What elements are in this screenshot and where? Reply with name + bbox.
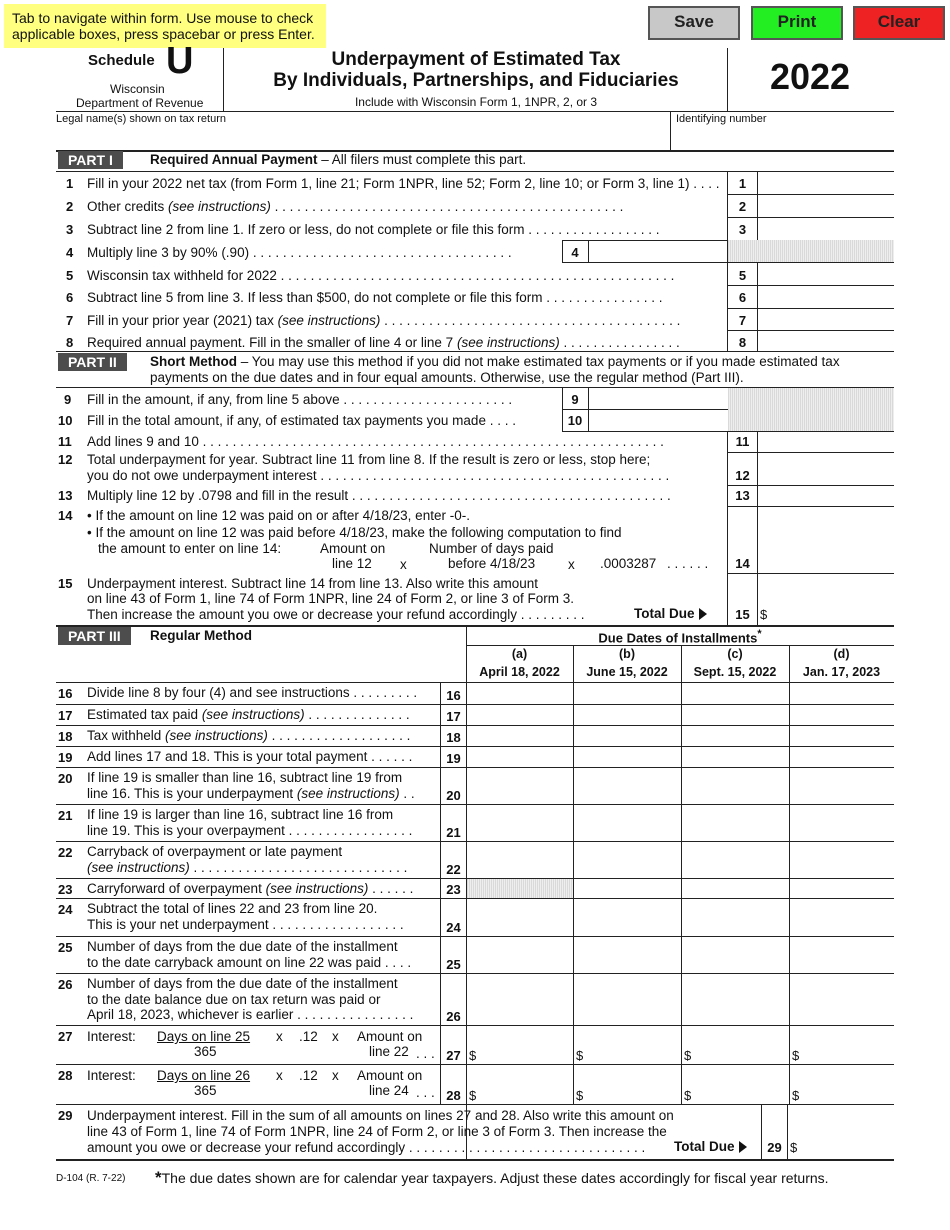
line24-col-d-input[interactable]: [792, 917, 895, 937]
line14-box-number: 14: [735, 556, 750, 571]
line28-col-c-input[interactable]: [695, 1085, 790, 1105]
dollar-sign: $: [576, 1088, 584, 1103]
line28-col-b-input[interactable]: [587, 1085, 682, 1105]
line26-text2: to the date balance due on tax return was paid or: [87, 992, 381, 1007]
part1-label: PART I: [58, 151, 123, 169]
line25-box-number: 25: [446, 957, 461, 972]
line28-interest-label: Interest:: [87, 1068, 136, 1083]
line22-box-number: 22: [446, 862, 461, 877]
line21-col-a-input[interactable]: [469, 822, 574, 842]
line-number: 12: [58, 452, 73, 467]
line28-denominator: 365: [194, 1083, 217, 1098]
line16-col-d-input[interactable]: [792, 685, 895, 705]
line3-text: Subtract line 2 from line 1. If zero or less, do not complete or file this form . . . . . . . . . . . . . . . . . .: [87, 222, 660, 237]
line-number: 24: [58, 902, 73, 917]
line14-rate: .0003287: [600, 556, 657, 571]
line-number: 3: [66, 222, 74, 237]
line26-col-c-input[interactable]: [684, 1006, 790, 1026]
line4-text: Multiply line 3 by 90% (.90) . . . . . . . . . . . . . . . . . . . . . . . . . . . . . . . . . . .: [87, 245, 512, 260]
line-number: 9: [64, 392, 72, 407]
line28-dots: . . .: [416, 1085, 435, 1100]
line29-dollar: $: [790, 1140, 798, 1155]
line25-col-a-input[interactable]: [469, 954, 574, 974]
line12-input[interactable]: [760, 464, 896, 486]
line27-interest-label: Interest:: [87, 1029, 136, 1044]
line18-col-a-input[interactable]: [469, 727, 574, 747]
line25-col-d-input[interactable]: [792, 954, 895, 974]
line15-box-number: 15: [735, 607, 750, 622]
line23-col-b-input[interactable]: [576, 879, 682, 899]
footer-note: *The due dates shown are for calendar year taxpayers. Adjust these dates accordingly for fiscal year returns.: [155, 1168, 829, 1187]
line19-col-c-input[interactable]: [684, 748, 790, 768]
line29-text1: Underpayment interest. Fill in the sum of all amounts on lines 27 and 28. Also write this amount on: [87, 1108, 674, 1123]
line20-box-number: 20: [446, 788, 461, 803]
agency-line2: Department of Revenue: [76, 96, 204, 110]
line26-col-b-input[interactable]: [576, 1006, 682, 1026]
line15-dollar: $: [760, 607, 768, 622]
line15-text2: on line 43 of Form 1, line 74 of Form 1NPR, line 24 of Form 2, or line 3 of Form 3.: [87, 591, 574, 606]
line14-bullet2: • If the amount on line 12 was paid before 4/18/23, make the following computation to find: [87, 525, 622, 540]
line15-text3: Then increase the amount you owe or decrease your refund accordingly . . . . . . . . .: [87, 607, 585, 622]
line25-col-c-input[interactable]: [684, 954, 790, 974]
line-number: 7: [66, 313, 74, 328]
line4-box-number: 4: [571, 245, 579, 260]
line14-line12-ref: line 12: [332, 556, 372, 571]
due-dates-heading: Due Dates of Installments*: [598, 628, 762, 646]
line-number: 28: [58, 1068, 73, 1083]
part2-heading: Short Method – You may use this method if you did not make estimated tax payments or if you made estimated tax: [150, 354, 840, 369]
line25-text2: to the date carryback amount on line 22 was paid . . . .: [87, 955, 412, 970]
form-id: D-104 (R. 7-22): [56, 1173, 126, 1184]
line22-col-c-input[interactable]: [684, 859, 790, 879]
line25-text1: Number of days from the due date of the installment: [87, 939, 398, 954]
line13-input[interactable]: [760, 486, 896, 508]
line14-x1: x: [400, 557, 407, 572]
line3-input[interactable]: [760, 220, 896, 242]
column-due-date: June 15, 2022: [586, 665, 668, 679]
line15-text1: Underpayment interest. Subtract line 14 from line 13. Also write this amount: [87, 576, 538, 591]
line18-col-c-input[interactable]: [684, 727, 790, 747]
line-number: 2: [66, 199, 74, 214]
line20-col-d-input[interactable]: [792, 785, 895, 805]
line27-x1: x: [276, 1029, 283, 1044]
line23-col-c-input[interactable]: [684, 879, 790, 899]
line18-col-d-input[interactable]: [792, 727, 895, 747]
line24-col-b-input[interactable]: [576, 917, 682, 937]
line27-col-d-input[interactable]: [803, 1045, 895, 1065]
line27-amount-on: Amount on: [357, 1029, 423, 1044]
line-number: 19: [58, 750, 73, 765]
part3-heading: Regular Method: [150, 628, 253, 643]
line29-total-due: Total Due: [674, 1139, 747, 1154]
line19-text: Add lines 17 and 18. This is your total payment . . . . . .: [87, 749, 413, 764]
save-button[interactable]: Save: [648, 6, 740, 40]
line-number: 5: [66, 268, 74, 283]
line14-input[interactable]: [760, 552, 896, 574]
legal-name-label: Legal name(s) shown on tax return: [56, 113, 226, 125]
line26-box-number: 26: [446, 1009, 461, 1024]
line14-bullet2b: the amount to enter on line 14:: [98, 541, 282, 556]
line-number: 16: [58, 686, 73, 701]
line27-denominator: 365: [194, 1044, 217, 1059]
line1-text: Fill in your 2022 net tax (from Form 1, line 21; Form 1NPR, line 52; Form 2, line 10; or Form 3, line 1) . . . .: [87, 176, 720, 191]
line27-x2: x: [332, 1029, 339, 1044]
line26-text1: Number of days from the due date of the installment: [87, 976, 398, 991]
line19-col-b-input[interactable]: [576, 748, 682, 768]
line9-text: Fill in the amount, if any, from line 5 above . . . . . . . . . . . . . . . . . . . . . . .: [87, 392, 513, 407]
line27-box-number: 27: [446, 1048, 461, 1063]
line2-text: Other credits (see instructions) . . . . . . . . . . . . . . . . . . . . . . . . . . . . . . . . . . . . . . . . . . . . . . .: [87, 199, 624, 214]
line27-line-ref: line 22: [369, 1044, 409, 1059]
line24-col-c-input[interactable]: [684, 917, 790, 937]
line17-box-number: 17: [446, 709, 461, 724]
arrow-right-icon: [699, 608, 707, 620]
line18-text: Tax withheld (see instructions) . . . . . . . . . . . . . . . . . . .: [87, 728, 411, 743]
shaded-area-line9-10: [728, 388, 894, 431]
line21-col-d-input[interactable]: [792, 822, 895, 842]
line-number: 8: [66, 335, 74, 350]
line17-col-d-input[interactable]: [792, 706, 895, 726]
line16-col-b-input[interactable]: [576, 685, 682, 705]
line25-col-b-input[interactable]: [576, 954, 682, 974]
line1-input[interactable]: [760, 174, 896, 196]
dollar-sign: $: [469, 1048, 477, 1063]
identifying-number-label: Identifying number: [676, 113, 767, 125]
line29-box-number: 29: [767, 1140, 782, 1155]
line2-box-number: 2: [738, 199, 747, 214]
line13-text: Multiply line 12 by .0798 and fill in the result . . . . . . . . . . . . . . . . . . . . . . . . . . . . . . . . . . . . . . . . . . .: [87, 488, 671, 503]
line-number: 20: [58, 771, 73, 786]
line7-box-number: 7: [738, 313, 747, 328]
dollar-sign: $: [469, 1088, 477, 1103]
line27-rate: .12: [299, 1029, 318, 1044]
column-letter: (a): [511, 647, 528, 661]
line26-col-d-input[interactable]: [792, 1006, 895, 1026]
line12-text2: you do not owe underpayment interest . . . . . . . . . . . . . . . . . . . . . . . . . . . . . . . . . . . . . . . . . . . . . . .: [87, 468, 670, 483]
line20-col-b-input[interactable]: [576, 785, 682, 805]
line7-text: Fill in your prior year (2021) tax (see instructions) . . . . . . . . . . . . . . . . . . . . . . . . . . . . . . . . . . . . . . . .: [87, 313, 681, 328]
line1-box-number: 1: [738, 176, 747, 191]
line-number: 1: [66, 176, 74, 191]
line14-before-date: before 4/18/23: [448, 556, 536, 571]
line-number: 18: [58, 729, 73, 744]
line14-days-paid: Number of days paid: [429, 541, 554, 556]
line19-col-d-input[interactable]: [792, 748, 895, 768]
line8-box-number: 8: [738, 335, 747, 350]
line21-text2: line 19. This is your overpayment . . . . . . . . . . . . . . . . .: [87, 823, 413, 838]
line-number: 26: [58, 977, 73, 992]
line24-text1: Subtract the total of lines 22 and 23 from line 20.: [87, 901, 378, 916]
line23-box-number: 23: [446, 882, 461, 897]
line16-text: Divide line 8 by four (4) and see instructions . . . . . . . . .: [87, 685, 418, 700]
line16-col-c-input[interactable]: [684, 685, 790, 705]
line28-col-d-input[interactable]: [803, 1085, 895, 1105]
legal-name-input[interactable]: [58, 126, 670, 150]
line13-box-number: 13: [735, 488, 750, 503]
line21-box-number: 21: [446, 825, 461, 840]
agency-line1: Wisconsin: [110, 82, 165, 96]
line19-col-a-input[interactable]: [469, 748, 574, 768]
arrow-right-icon: [739, 1141, 747, 1153]
line16-col-a-input[interactable]: [469, 685, 574, 705]
line6-box-number: 6: [738, 290, 747, 305]
dollar-sign: $: [684, 1048, 692, 1063]
print-button[interactable]: Print: [751, 6, 843, 40]
line27-days: Days on line 25: [157, 1029, 251, 1044]
line24-col-a-input[interactable]: [469, 917, 574, 937]
line28-rate: .12: [299, 1068, 318, 1083]
part1-heading: Required Annual Payment – All filers must complete this part.: [150, 152, 527, 167]
line-number: 23: [58, 882, 73, 897]
navigation-notice-text: Tab to navigate within form. Use mouse to check applicable boxes, press spacebar or press Enter.: [12, 10, 315, 42]
part2-heading-line2: payments on the due dates and in four equal amounts. Otherwise, use the regular method (Part III).: [150, 370, 744, 385]
line26-text3: April 18, 2023, whichever is earlier . . . . . . . . . . . . . . . .: [87, 1007, 414, 1022]
part3-label: PART III: [58, 627, 131, 645]
line22-text2: (see instructions) . . . . . . . . . . . . . . . . . . . . . . . . . . . . .: [87, 860, 408, 875]
line21-col-c-input[interactable]: [684, 822, 790, 842]
line-number: 11: [58, 434, 72, 449]
line28-days: Days on line 26: [157, 1068, 251, 1083]
column-due-date: Jan. 17, 2023: [802, 665, 881, 679]
line8-text: Required annual payment. Fill in the smaller of line 4 or line 7 (see instructions) . . . . . . . . . . . . . . . .: [87, 335, 680, 350]
tax-year: 2022: [769, 56, 851, 97]
line28-x2: x: [332, 1068, 339, 1083]
line27-col-c-input[interactable]: [695, 1045, 790, 1065]
line29-text2: line 43 of Form 1, line 74 of Form 1NPR, line 24 of Form 2, or line 3 of Form 3. Then increase the: [87, 1124, 667, 1139]
part2-label: PART II: [58, 353, 127, 371]
line12-text1: Total underpayment for year. Subtract line 11 from line 8. If the result is zero or less, stop here;: [87, 452, 651, 467]
line26-col-a-input[interactable]: [469, 1006, 574, 1026]
line18-col-b-input[interactable]: [576, 727, 682, 747]
line17-col-b-input[interactable]: [576, 706, 682, 726]
form-title-line1: Underpayment of Estimated Tax: [331, 49, 621, 70]
line-number: 4: [66, 245, 74, 260]
line15-input[interactable]: [772, 604, 896, 626]
line10-box-number: 10: [567, 413, 583, 428]
line11-text: Add lines 9 and 10 . . . . . . . . . . . . . . . . . . . . . . . . . . . . . . . . . . . . . . . . . . . . . . . . . . . . . . . . . . . . . .: [87, 434, 664, 449]
clear-button[interactable]: Clear: [853, 6, 945, 40]
line15-total-due: Total Due: [634, 606, 707, 621]
line14-bullet1: • If the amount on line 12 was paid on or after 4/18/23, enter -0-.: [87, 508, 470, 523]
line28-box-number: 28: [446, 1088, 461, 1103]
identifying-number-input[interactable]: [674, 126, 896, 150]
column-due-date: April 18, 2022: [479, 665, 560, 679]
line5-text: Wisconsin tax withheld for 2022 . . . . . . . . . . . . . . . . . . . . . . . . . . . . . . . . . . . . . . . . . . . . . . . . . . . . .: [87, 268, 675, 283]
line20-text1: If line 19 is smaller than line 16, subtract line 19 from: [87, 770, 403, 785]
dollar-sign: $: [684, 1088, 692, 1103]
form-subtitle: Include with Wisconsin Form 1, 1NPR, 2, or 3: [354, 95, 598, 109]
line14-dots: . . . . . .: [667, 556, 709, 571]
line11-box-number: 11: [735, 434, 750, 449]
line9-input[interactable]: [590, 389, 728, 411]
line23-col-d-input[interactable]: [792, 879, 895, 899]
line24-box-number: 24: [446, 920, 461, 935]
shaded-area-line4: [728, 240, 894, 262]
dollar-sign: $: [792, 1048, 800, 1063]
line19-box-number: 19: [446, 751, 461, 766]
line22-col-d-input[interactable]: [792, 859, 895, 879]
schedule-letter: U: [166, 40, 194, 82]
line22-col-a-input[interactable]: [469, 859, 574, 879]
line29-text3: amount you owe or decrease your refund accordingly . . . . . . . . . . . . . . . . . . . . . . . . . . . . . . . .: [87, 1140, 646, 1155]
line-number: 29: [58, 1108, 73, 1123]
line2-input[interactable]: [760, 197, 896, 219]
line9-box-number: 9: [571, 392, 579, 407]
line21-col-b-input[interactable]: [576, 822, 682, 842]
column-letter: (d): [833, 647, 850, 661]
line-number: 27: [58, 1029, 73, 1044]
line27-col-a-input[interactable]: [480, 1045, 574, 1065]
line-number: 17: [58, 708, 73, 723]
dollar-sign: $: [576, 1048, 584, 1063]
line12-box-number: 12: [735, 468, 750, 483]
line28-line-ref: line 24: [369, 1083, 409, 1098]
line28-col-a-input[interactable]: [480, 1085, 574, 1105]
line29-input[interactable]: [802, 1137, 896, 1159]
line5-box-number: 5: [738, 268, 747, 283]
line10-text: Fill in the total amount, if any, of estimated tax payments you made . . . .: [87, 413, 516, 428]
line-number: 14: [58, 508, 73, 523]
line20-col-c-input[interactable]: [684, 785, 790, 805]
line28-amount-on: Amount on: [357, 1068, 423, 1083]
line6-input[interactable]: [760, 288, 896, 310]
line11-input[interactable]: [760, 432, 896, 454]
line22-text1: Carryback of overpayment or late payment: [87, 844, 343, 859]
line3-box-number: 3: [738, 222, 747, 237]
line17-text: Estimated tax paid (see instructions) . . . . . . . . . . . . . .: [87, 707, 410, 722]
line20-text2: line 16. This is your underpayment (see instructions) . .: [87, 786, 415, 801]
line24-text2: This is your net underpayment . . . . . . . . . . . . . . . . . .: [87, 917, 404, 932]
line16-box-number: 16: [446, 688, 461, 703]
line17-col-a-input[interactable]: [469, 706, 574, 726]
line-number: 22: [58, 845, 73, 860]
column-due-date: Sept. 15, 2022: [693, 665, 777, 679]
line17-col-c-input[interactable]: [684, 706, 790, 726]
line22-col-b-input[interactable]: [576, 859, 682, 879]
line-number: 15: [58, 576, 73, 591]
line27-dots: . . .: [416, 1046, 435, 1061]
line21-text1: If line 19 is larger than line 16, subtract line 16 from: [87, 807, 394, 822]
line-number: 25: [58, 940, 73, 955]
line-number: 21: [58, 808, 73, 823]
schedule-word: Schedule: [88, 52, 155, 69]
line-number: 13: [58, 488, 73, 503]
form-title-line2: By Individuals, Partnerships, and Fiduciaries: [273, 70, 679, 91]
dollar-sign: $: [792, 1088, 800, 1103]
line14-x2: x: [568, 557, 575, 572]
shaded-cell: [467, 879, 573, 898]
line6-text: Subtract line 5 from line 3. If less than $500, do not complete or file this form . . . . . . . . . . . . . . . .: [87, 290, 663, 305]
line28-x1: x: [276, 1068, 283, 1083]
column-letter: (b): [619, 647, 635, 661]
line-number: 10: [58, 413, 73, 428]
line10-input[interactable]: [590, 410, 728, 432]
line-number: 6: [66, 290, 74, 305]
column-letter: (c): [727, 647, 743, 661]
line18-box-number: 18: [446, 730, 461, 745]
line27-col-b-input[interactable]: [587, 1045, 682, 1065]
line23-text: Carryforward of overpayment (see instructions) . . . . . .: [87, 881, 414, 896]
line14-amount-on: Amount on: [320, 541, 386, 556]
line20-col-a-input[interactable]: [469, 785, 574, 805]
